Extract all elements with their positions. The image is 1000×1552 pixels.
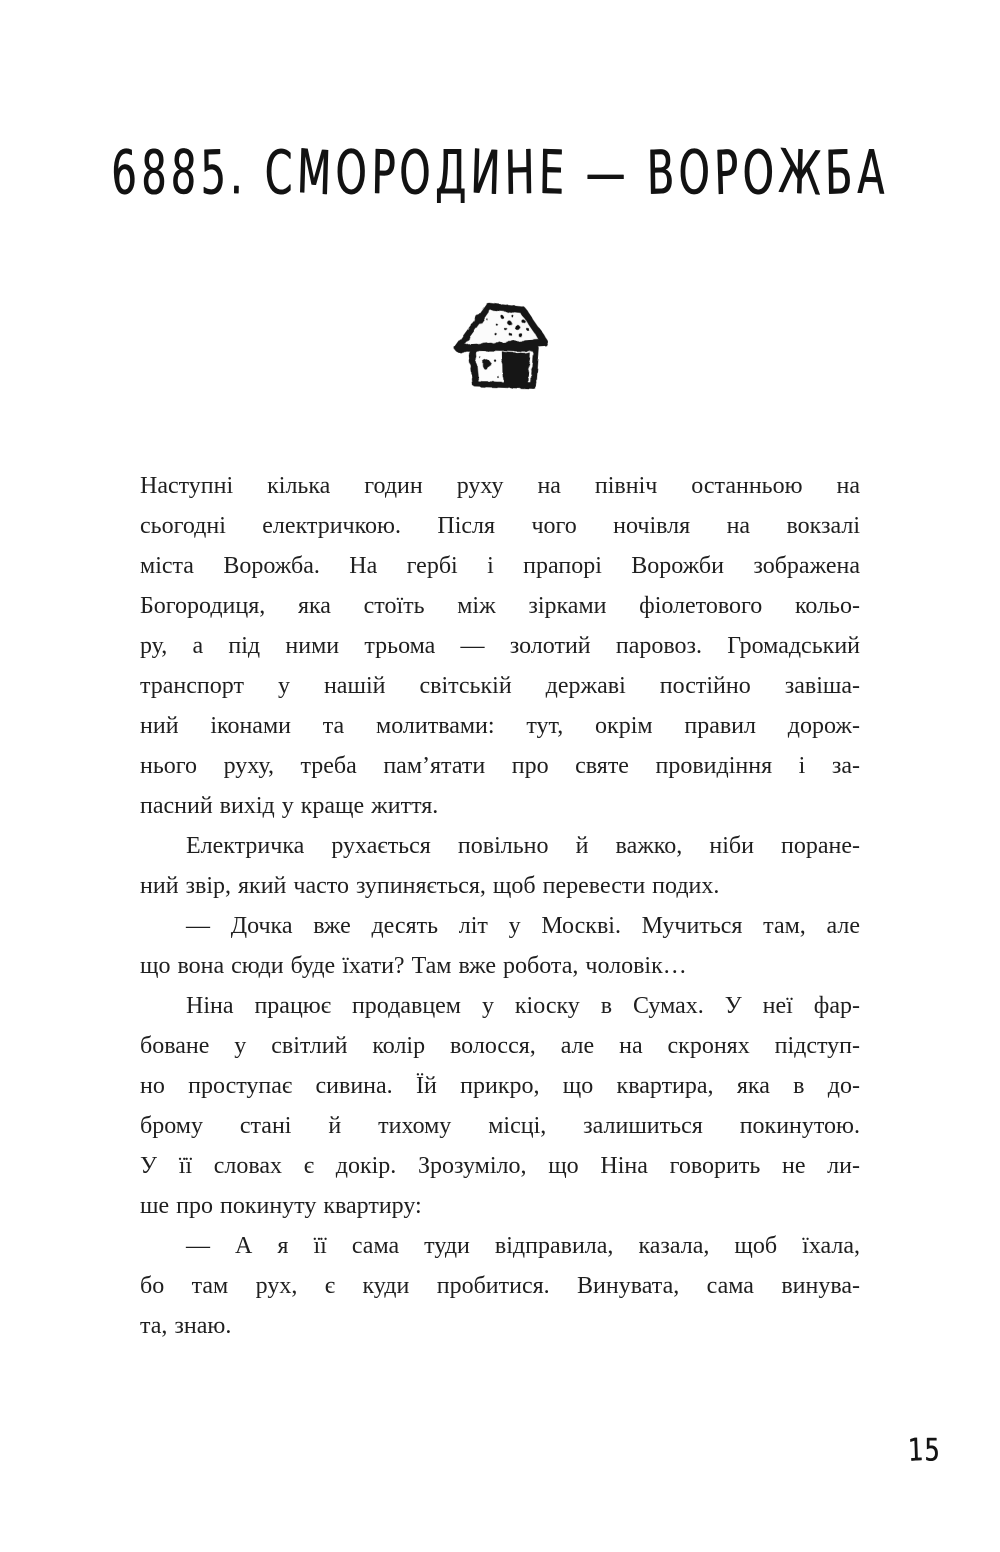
text-line: но проступає сивина. Їй прикро, що квартира, яка в до- [140, 1073, 860, 1099]
text-line: пасний вихід у краще життя. [140, 793, 439, 819]
text-line: — А я її сама туди відправила, казала, щоб їхала, [186, 1233, 860, 1259]
paragraph [140, 466, 860, 826]
text-line: Наступні кілька годин руху на північ останньою на [140, 473, 860, 499]
text-line: міста Ворожба. На гербі і прапорі Ворожби зображена [140, 553, 860, 579]
text-line: та, знаю. [140, 1313, 232, 1339]
text-line: транспорт у нашій світській державі постійно завіша- [140, 673, 860, 699]
text-line: боване у світлий колір волосся, але на скронях підступ- [140, 1033, 860, 1059]
text-line: Електричка рухається повільно й важко, ніби поране- [186, 833, 860, 859]
text-line: Ніна працює продавцем у кіоску в Сумах. У неї фар- [186, 993, 860, 1019]
text-line: ний звір, який часто зупиняється, щоб перевести подих. [140, 873, 720, 899]
text-line: У її словах є докір. Зрозуміло, що Ніна говорить не ли- [140, 1153, 860, 1179]
text-line: бо там рух, є куди пробитися. Винувата, сама винува- [140, 1273, 860, 1299]
page-number: 15 [907, 1431, 941, 1469]
text-line: ше про покинуту квартиру: [140, 1193, 422, 1219]
page-title: 6885. СМОРОДИНЕ — ВОРОЖБА [110, 136, 890, 211]
paragraph [140, 826, 860, 906]
text-line: — Дочка вже десять літ у Москві. Мучиться там, але [186, 913, 860, 939]
paragraph [140, 986, 860, 1226]
house-icon [448, 296, 552, 394]
body-text [140, 466, 860, 1346]
text-line: сьогодні електричкою. Після чого ночівля на вокзалі [140, 513, 860, 539]
paragraph [140, 1226, 860, 1346]
text-line: ру, а під ними трьома — золотий паровоз. Громадський [140, 633, 860, 659]
text-line: нього руху, треба пам’ятати про святе провидіння і за- [140, 753, 860, 779]
text-line: що вона сюди буде їхати? Там вже робота, чоловік… [140, 953, 687, 979]
text-line: ний іконами та молитвами: тут, окрім правил дорож- [140, 713, 860, 739]
text-line: брому стані й тихому місці, залишиться покинутою. [140, 1113, 860, 1139]
text-line: Богородиця, яка стоїть між зірками фіолетового кольо- [140, 593, 860, 619]
paragraph [140, 906, 860, 986]
